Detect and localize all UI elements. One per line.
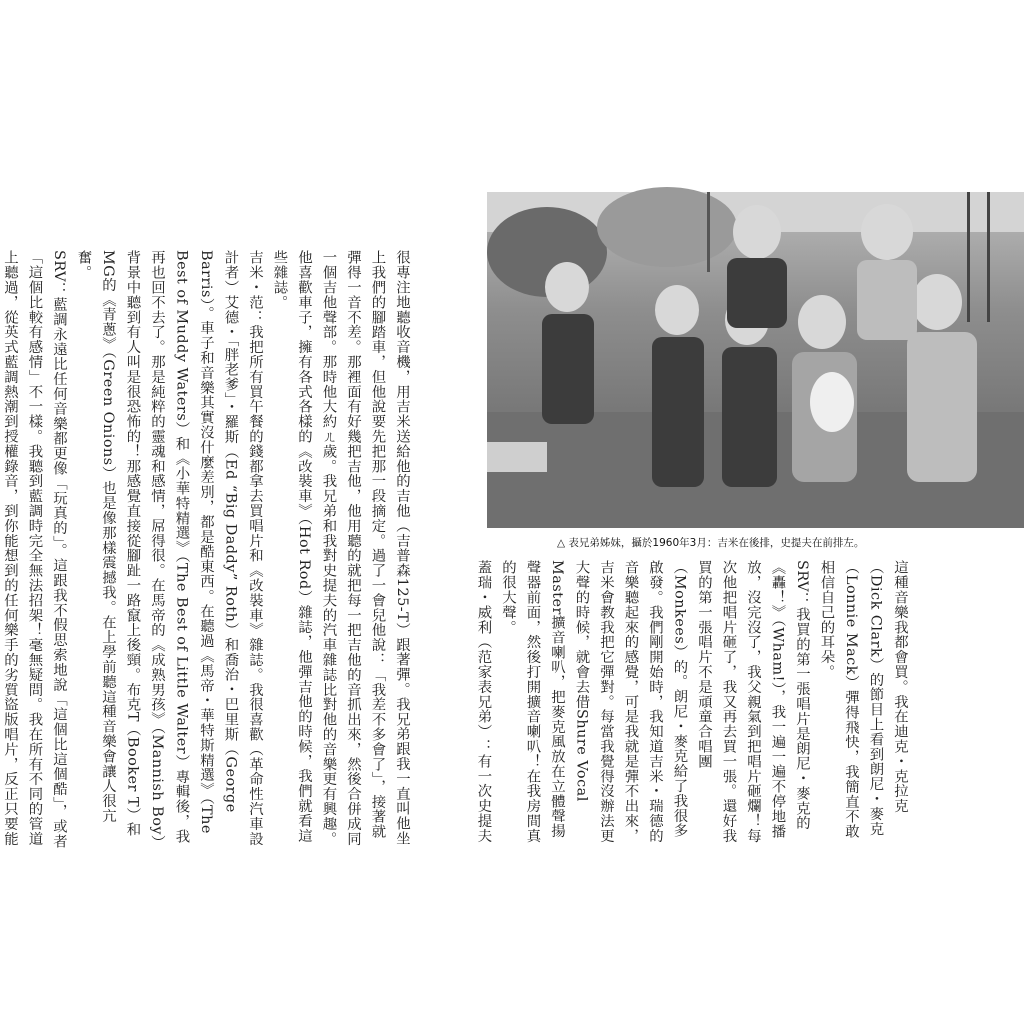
paragraph-srv-blues: SRV：藍調永遠比任何音樂都更像「玩真的」。這跟我不假思索地說「這個比這個酷」，或者「這個比較有感情」不一樣。我聽到藍調時完全無法招架！毫無疑問。我在所有不同的管道上聽過，從英式藍調熱潮到授權錄音，到你能想到的任何樂手的劣質盜版唱片，反正只要能 xyxy=(2,250,67,849)
paragraph-lonnie-mack: 這種音樂我都會買。我在迪克・克拉克（Dick Clark）的節目上看到朗尼・麥克（Lonnie Mack）彈得飛快，我簡直不敢相信自己的耳朵。 xyxy=(818,560,908,839)
children-photo-graphic xyxy=(487,192,1024,528)
left-text-column xyxy=(2,250,414,850)
children-photo xyxy=(487,192,1024,528)
right-text-column xyxy=(475,560,912,850)
photo-caption: △ 表兄弟姊妹，攝於1960年3月：吉米在後排，史提夫在前排左。 xyxy=(557,537,865,549)
paragraph-radio-story: 很專注地聽收音機，用吉米送給他的吉他（吉普森125-T）跟著彈。我兄弟跟我一直叫他坐上我們的腳踏車，但他說要先把那一段摘定。過了一會兒他說：「我差不多會了」，接著就彈得一音不差。那裡面有好幾把吉他，他用聽的就把每一把吉他的音抓出來，然後合併成同一個吉他聲部。那時他大約ㄦ歲。我兄弟和我對史提夫的汽車雜誌比對他的音樂更有興趣。他喜歡車子，擁有各式各樣的《改裝車》（Hot Rod）雜誌，他彈吉他的時候，我們就看這些雜誌。 xyxy=(271,250,410,846)
paragraph-gary-wiley: 蓋瑞・威利（范家表兄弟）：有一次史提夫 xyxy=(475,560,492,844)
paragraph-jimmie-vaughan: 吉米・范：我把所有買午餐的錢都拿去買唱片和《改裝車》雜誌。我很喜歡（革命性汽車設計者）艾德・「胖老爹」・羅斯（Ed “Big Daddy” Roth）和喬治・巴里斯（George Barris）。車子和音樂其實沒什麼差別，都是酷東西。在聽過《馬帝・華特斯精選》（The Best of Muddy Waters）和《小華特精選》（The Best of Little Walter）專輯後，我再也回不去了。那是純粹的靈魂和感情，屌得很。在馬帝的《成熟男孩》（Mannish Boy）背景中聽到有人叫是很恐怖的！那感覺直接從腳趾一路竄上後頸。布克T（Booker T）和MG的《青蔥》（Green Onions）也是像那樣震撼我。在上學前聽這種音樂會讓人很亢奮。 xyxy=(75,250,263,850)
paragraph-srv-first-record: SRV：我買的第一張唱片是朗尼・麥克的《轟！》（Wham!），我一遍一遍不停地播放，沒完沒了，我父親氣到把唱片砸爛！每次他把唱片砸了，我又再去買一張。還好我買的第一張唱片不是頑童合唱團（Monkees）的。朗尼・麥克給了我很多啟發。我們剛開始時，我知道吉米・瑞德的音樂聽起來的感覺，可是我就是彈不出來，吉米會教我把它彈對。每當我覺得沒辦法更大聲的時候，就會去借Shure Vocal Master擴音喇叭，把麥克風放在立體聲揚聲器前面，然後打開擴音喇叭！在我房間真的很大聲。 xyxy=(500,560,810,844)
